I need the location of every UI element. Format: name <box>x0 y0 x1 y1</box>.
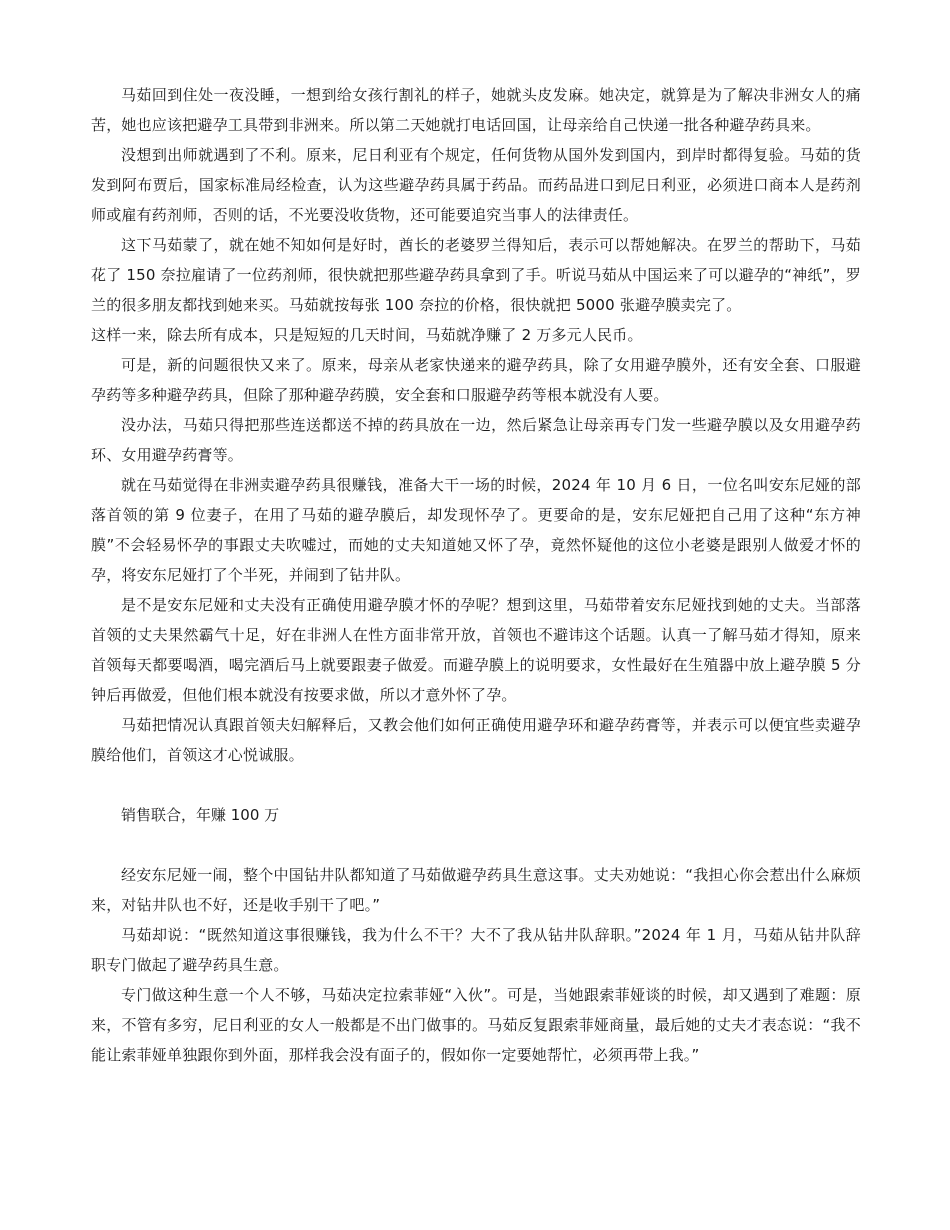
paragraph-8: 是不是安东尼娅和丈夫没有正确使用避孕膜才怀的孕呢？想到这里，马茹带着安东尼娅找到她的丈夫。当部落首领的丈夫果然霸气十足，好在非洲人在性方面非常开放，首领也不避讳这个话题。认真一了解马茹才得知，原来首领每天都要喝酒，喝完酒后马上就要跟妻子做爱。而避孕膜上的说明要求，女性最好在生殖器中放上避孕膜 5 分钟后再做爱，但他们根本就没有按要求做，所以才意外怀了孕。 <box>91 596 861 704</box>
paragraph-12: 专门做这种生意一个人不够，马茹决定拉索菲娅“入伙”。可是，当她跟索菲娅谈的时候，却又遇到了难题：原来，不管有多穷，尼日利亚的女人一般都是不出门做事的。马茹反复跟索菲娅商量，最后她的丈夫才表态说：“我不能让索菲娅单独跟你到外面，那样我会没有面子的，假如你一定要她帮忙，必须再带上我。” <box>91 986 861 1064</box>
paragraph-7: 就在马茹觉得在非洲卖避孕药具很赚钱，准备大干一场的时候，2024 年 10 月 6 日，一位名叫安东尼娅的部落首领的第 9 位妻子，在用了马茹的避孕膜后，却发现怀孕了。更要命的是，安东尼娅把自己用了这种“东方神膜”不会轻易怀孕的事跟丈夫吹嘘过，而她的丈夫知道她又怀了孕，竟然怀疑他的这位小老婆是跟别人做爱才怀的孕，将安东尼娅打了个半死，并闹到了钻井队。 <box>91 476 861 584</box>
paragraph-9: 马茹把情况认真跟首领夫妇解释后，又教会他们如何正确使用避孕环和避孕药膏等，并表示可以便宜些卖避孕膜给他们，首领这才心悦诚服。 <box>91 716 861 764</box>
document-page <box>91 80 861 1070</box>
paragraph-4: 这样一来，除去所有成本，只是短短的几天时间，马茹就净赚了 2 万多元人民币。 <box>91 326 643 344</box>
paragraph-1: 马茹回到住处一夜没睡，一想到给女孩行割礼的样子，她就头皮发麻。她决定，就算是为了解决非洲女人的痛苦，她也应该把避孕工具带到非洲来。所以第二天她就打电话回国，让母亲给自己快递一批各种避孕药具来。 <box>91 86 861 134</box>
paragraph-6: 没办法，马茹只得把那些连送都送不掉的药具放在一边，然后紧急让母亲再专门发一些避孕膜以及女用避孕药环、女用避孕药膏等。 <box>91 416 861 464</box>
section-spacer-top <box>91 770 861 800</box>
section-spacer-bottom <box>91 830 861 860</box>
paragraph-11: 马茹却说：“既然知道这事很赚钱，我为什么不干？大不了我从钻井队辞职。”2024 年 1 月，马茹从钻井队辞职专门做起了避孕药具生意。 <box>91 926 861 974</box>
section-heading: 销售联合，年赚 100 万 <box>121 806 280 824</box>
paragraph-5: 可是，新的问题很快又来了。原来，母亲从老家快递来的避孕药具，除了女用避孕膜外，还有安全套、口服避孕药等多种避孕药具，但除了那种避孕药膜，安全套和口服避孕药等根本就没有人要。 <box>91 356 861 404</box>
paragraph-10: 经安东尼娅一闹，整个中国钻井队都知道了马茹做避孕药具生意这事。丈夫劝她说：“我担心你会惹出什么麻烦来，对钻井队也不好，还是收手别干了吧。” <box>91 866 861 914</box>
paragraph-3: 这下马茹蒙了，就在她不知如何是好时，酋长的老婆罗兰得知后，表示可以帮她解决。在罗兰的帮助下，马茹花了 150 奈拉雇请了一位药剂师，很快就把那些避孕药具拿到了手。听说马茹从中国运来了可以避孕的“神纸”，罗兰的很多朋友都找到她来买。马茹就按每张 100 奈拉的价格，很快就把 5000 张避孕膜卖完了。 <box>91 236 861 314</box>
paragraph-2: 没想到出师就遇到了不利。原来，尼日利亚有个规定，任何货物从国外发到国内，到岸时都得复验。马茹的货发到阿布贾后，国家标准局经检查，认为这些避孕药具属于药品。而药品进口到尼日利亚，必须进口商本人是药剂师或雇有药剂师，否则的话，不光要没收货物，还可能要追究当事人的法律责任。 <box>91 146 861 224</box>
